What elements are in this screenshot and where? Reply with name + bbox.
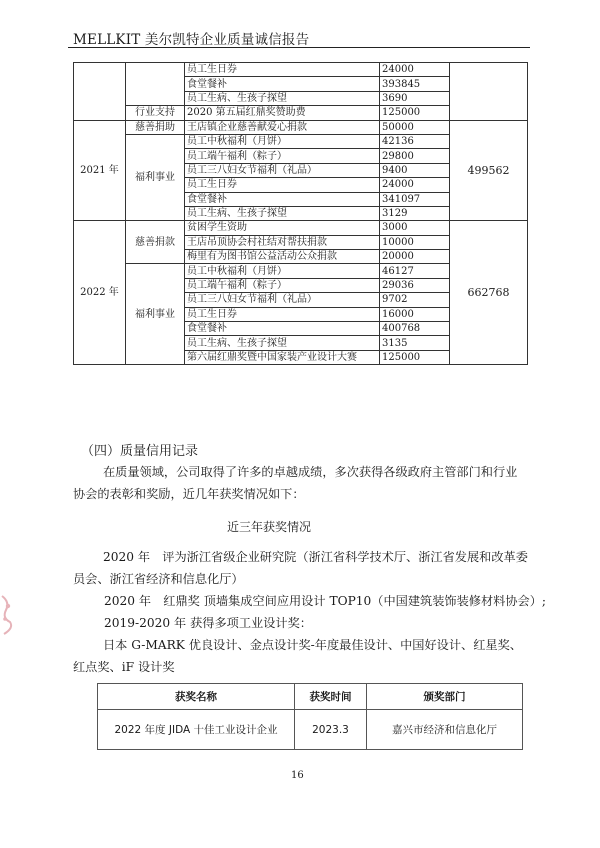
- donation-table: [73, 62, 528, 365]
- item-cell: 食堂餐补: [185, 322, 380, 336]
- award-line: 2020 年 评为浙江省级企业研究院（浙江省科学技术厅、浙江省发展和改革委员会、浙江省经济和信息化厅）: [73, 550, 528, 586]
- award-name-cell: 2022 年度 JIDA 十佳工业设计企业: [98, 710, 295, 750]
- amount-cell: 9702: [380, 293, 450, 307]
- year-cell: [74, 63, 126, 121]
- item-cell: 员工生日券: [185, 63, 380, 77]
- amount-cell: 3690: [380, 91, 450, 105]
- amount-cell: 10000: [380, 235, 450, 249]
- award-time-cell: 2023.3: [295, 710, 367, 750]
- amount-cell: 29036: [380, 278, 450, 292]
- item-cell: 员工三八妇女节福利（礼品）: [185, 293, 380, 307]
- category-cell: 行业支持: [126, 106, 185, 120]
- total-cell: 662768: [450, 221, 528, 365]
- amount-cell: 3000: [380, 221, 450, 235]
- table-row: [74, 221, 528, 235]
- item-cell: 食堂餐补: [185, 77, 380, 91]
- total-cell: [450, 63, 528, 121]
- item-cell: 员工生病、生孩子探望: [185, 206, 380, 220]
- page-number: 16: [291, 770, 304, 781]
- category-cell: [126, 63, 185, 106]
- category-cell: 慈善捐助: [126, 120, 185, 134]
- amount-cell: 125000: [380, 350, 450, 364]
- category-cell: 慈善捐款: [126, 221, 185, 264]
- amount-cell: 16000: [380, 307, 450, 321]
- amount-cell: 3135: [380, 336, 450, 350]
- column-header: 获奖时间: [295, 684, 367, 710]
- awards-subtitle: 近三年获奖情况: [227, 520, 312, 534]
- award-dept-cell: 嘉兴市经济和信息化厅: [367, 710, 523, 750]
- category-cell: 福利事业: [126, 134, 185, 220]
- report-header: MELLKIT 美尔凯特企业质量诚信报告: [73, 32, 310, 48]
- amount-cell: 29800: [380, 149, 450, 163]
- item-cell: 2020 第五届红鼎奖赞助费: [185, 106, 380, 120]
- item-cell: 王店镇企业慈善献爱心捐款: [185, 120, 380, 134]
- amount-cell: 24000: [380, 63, 450, 77]
- item-cell: 食堂餐补: [185, 192, 380, 206]
- awards-table: [97, 683, 523, 750]
- column-header: 获奖名称: [98, 684, 295, 710]
- item-cell: 员工端午福利（粽子）: [185, 149, 380, 163]
- amount-cell: 24000: [380, 178, 450, 192]
- year-cell: 2021 年: [74, 120, 126, 221]
- amount-cell: 46127: [380, 264, 450, 278]
- item-cell: 员工中秋福利（月饼）: [185, 264, 380, 278]
- item-cell: 员工生病、生孩子探望: [185, 91, 380, 105]
- item-cell: 员工生病、生孩子探望: [185, 336, 380, 350]
- table-row: [74, 63, 528, 77]
- amount-cell: 400768: [380, 322, 450, 336]
- item-cell: 员工三八妇女节福利（礼品）: [185, 163, 380, 177]
- table-row: [98, 710, 523, 750]
- amount-cell: 393845: [380, 77, 450, 91]
- award-line: 2020 年 红鼎奖 顶墙集成空间应用设计 TOP10（中国建筑装饰装修材料协会）;: [104, 594, 547, 608]
- intro-paragraph: 在质量领域，公司取得了许多的卓越成绩，多次获得各级政府主管部门和行业协会的表彰和奖励，近几年获奖情况如下：: [73, 465, 518, 501]
- amount-cell: 341097: [380, 192, 450, 206]
- column-header: 颁奖部门: [367, 684, 523, 710]
- item-cell: 第六届红鼎奖暨中国家装产业设计大赛: [185, 350, 380, 364]
- amount-cell: 3129: [380, 206, 450, 220]
- total-cell: 499562: [450, 120, 528, 221]
- year-cell: 2022 年: [74, 221, 126, 365]
- amount-cell: 50000: [380, 120, 450, 134]
- award-line: 日本 G-MARK 优良设计、金点设计奖-年度最佳设计、中国好设计、红星奖、红点奖、iF 设计奖: [73, 638, 522, 674]
- section-title: （四）质量信用记录: [81, 444, 199, 459]
- amount-cell: 42136: [380, 134, 450, 148]
- seal-stamp-fragment: [0, 592, 16, 636]
- category-cell: 福利事业: [126, 264, 185, 365]
- header-divider: [68, 47, 530, 48]
- item-cell: 员工中秋福利（月饼）: [185, 134, 380, 148]
- table-header-row: [98, 684, 523, 710]
- amount-cell: 20000: [380, 250, 450, 264]
- amount-cell: 125000: [380, 106, 450, 120]
- item-cell: 员工生日券: [185, 178, 380, 192]
- item-cell: 员工生日券: [185, 307, 380, 321]
- item-cell: 员工端午福利（粽子）: [185, 278, 380, 292]
- item-cell: 贫困学生资助: [185, 221, 380, 235]
- item-cell: 王店吊顶协会村社结对帮扶捐款: [185, 235, 380, 249]
- amount-cell: 9400: [380, 163, 450, 177]
- table-row: [74, 120, 528, 134]
- item-cell: 梅里有为图书馆公益活动公众捐款: [185, 250, 380, 264]
- award-line: 2019-2020 年 获得多项工业设计奖：: [104, 616, 312, 630]
